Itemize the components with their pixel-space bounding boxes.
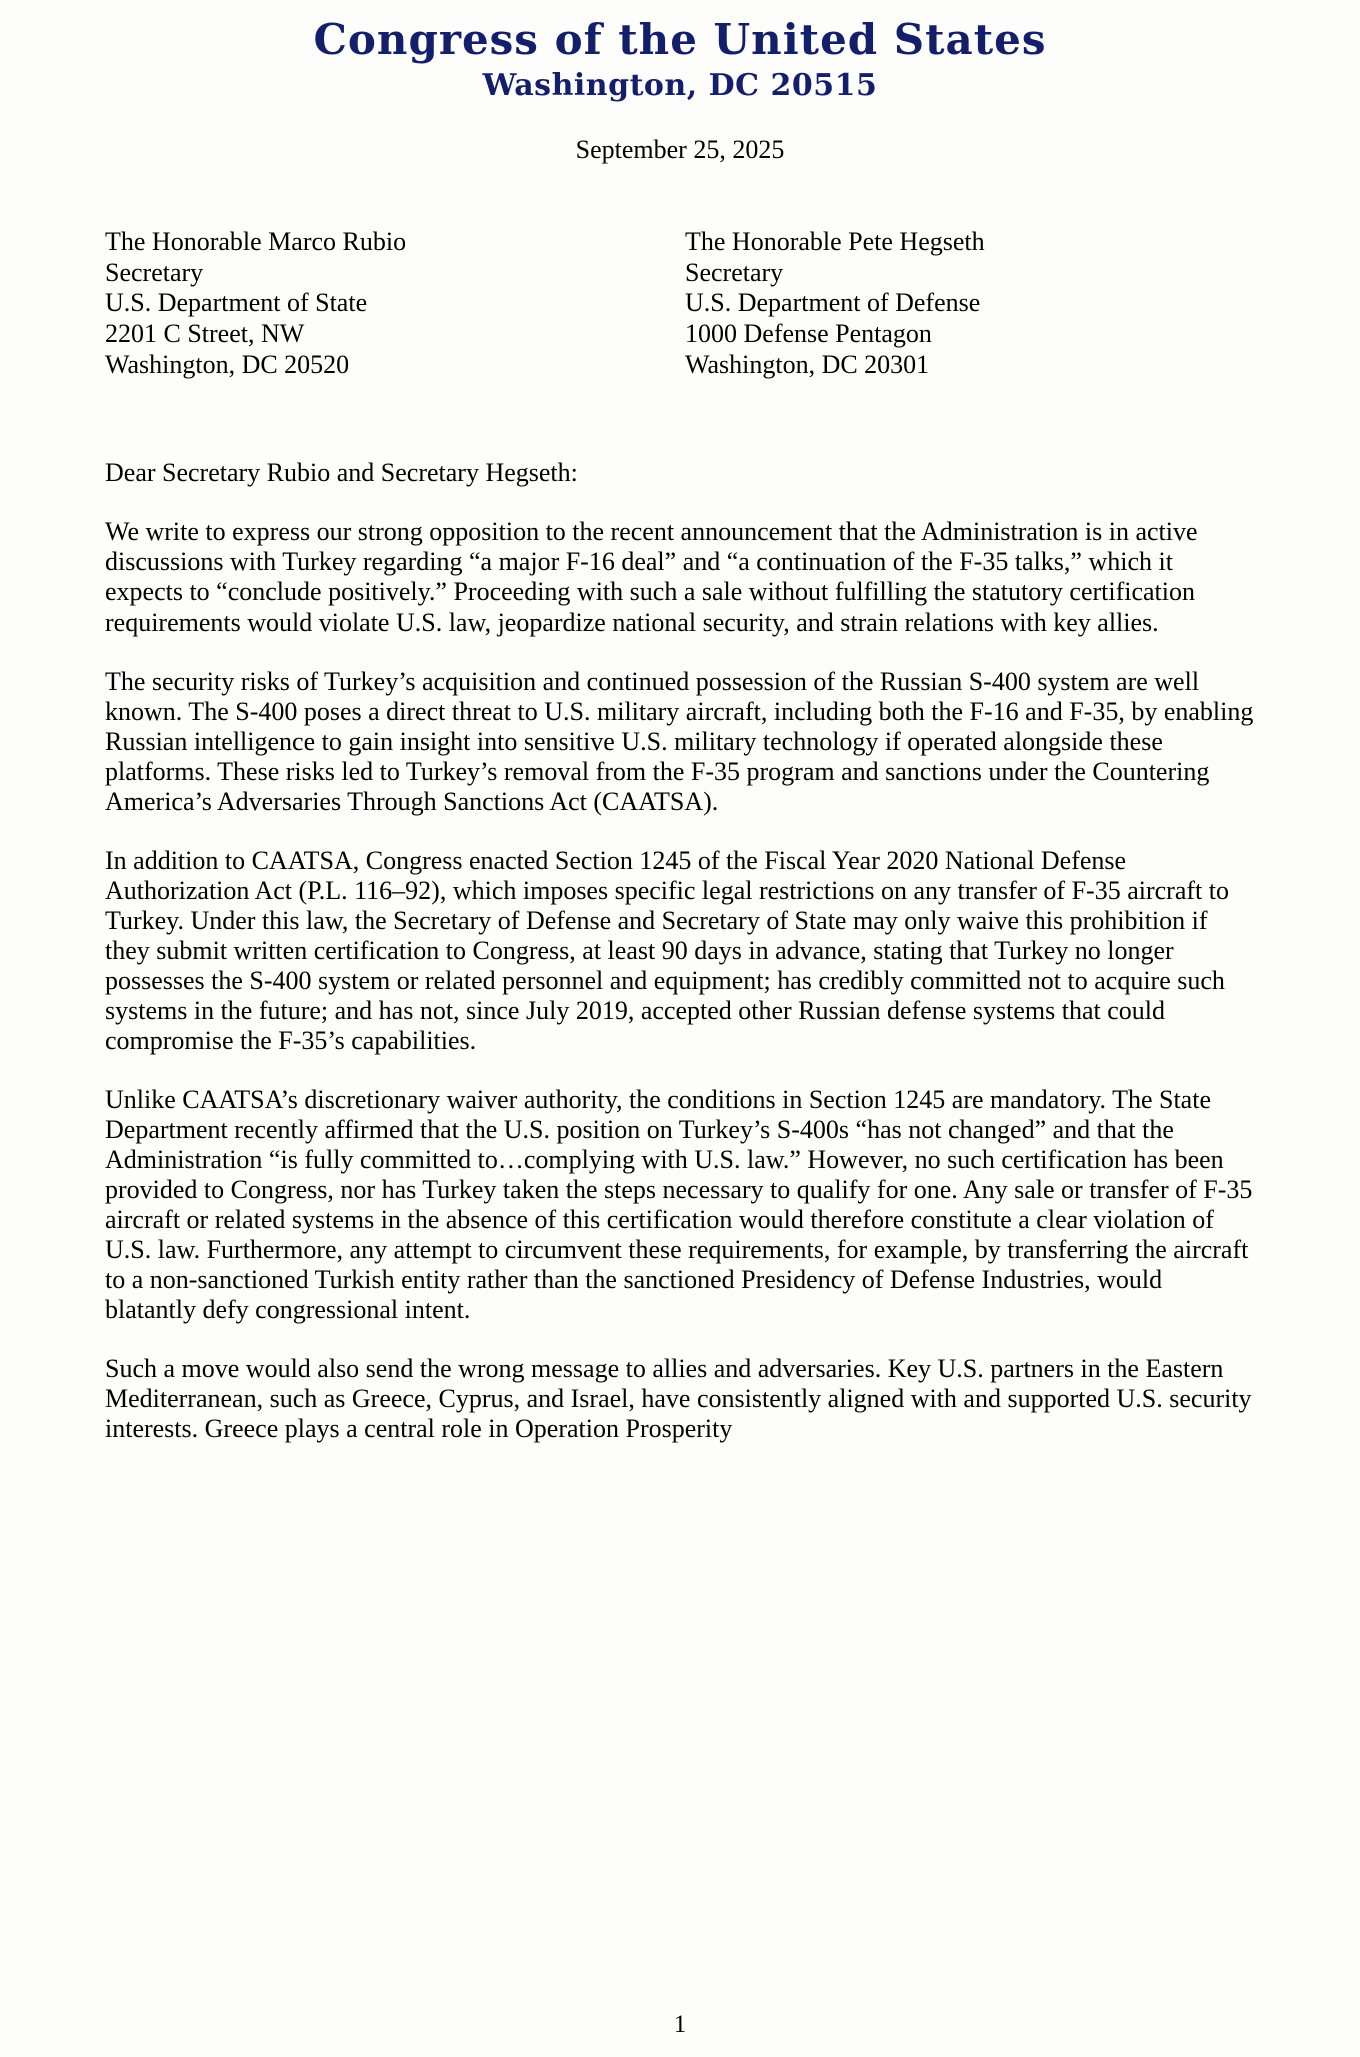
body-paragraph: In addition to CAATSA, Congress enacted Section 1245 of the Fiscal Year 2020 National Defense Authorization Act (P.L. 116–92), which imposes specific legal restrictions on any transfer of F-35 aircraft to Turkey. Under this law, the Secretary of Defense and Secretary of State may only waive this prohibition if they submit written certification to Congress, at least 90 days in advance, stating that Turkey no longer possesses the S-400 system or related personnel and equipment; has credibly committed not to acquire such systems in the future; and has not, since July 2019, accepted other Russian defense systems that could compromise the F-35’s capabilities. [105,845,1229,1055]
body-paragraph: The security risks of Turkey’s acquisition and continued possession of the Russian S-400 system are well known. The S-400 poses a direct threat to U.S. military aircraft, including both the F-16 and F-35, by enabling Russian intelligence to gain insight into sensitive U.S. military technology if operated alongside these platforms. These risks led to Turkey’s removal from the F-35 program and sanctions under the Countering America’s Adversaries Through Sanctions Act (CAATSA). [105,666,1254,816]
letterhead [105,15,1255,104]
body-paragraph: Such a move would also send the wrong message to allies and adversaries. Key U.S. partners in the Eastern Mediterranean, such as Greece, Cyprus, and Israel, have consistently aligned with and supported U.S. security interests. Greece plays a central role in Operation Prosperity [105,1353,1252,1443]
letterhead-subtitle: Washington, DC 20515 [482,68,878,104]
body-paragraph: We write to express our strong opposition to the recent announcement that the Administration is in active discussions with Turkey regarding “a major F-16 deal” and “a continuation of the F-35 talks,” which it expects to “conclude positively.” Proceeding with such a sale without fulfilling the statutory certification requirements would violate U.S. law, jeopardize national security, and strain relations with key allies. [105,517,1198,637]
recipient-address-2 [675,227,1255,380]
address-line: U.S. Department of State [105,288,368,318]
address-line: The Honorable Pete Hegseth [685,227,985,257]
address-line: Washington, DC 20301 [685,349,930,379]
recipient-address-1 [105,227,675,380]
address-line: 1000 Defense Pentagon [685,319,932,349]
address-line: The Honorable Marco Rubio [105,227,407,257]
letterhead-title: Congress of the United States [313,15,1047,64]
body-paragraph: Unlike CAATSA’s discretionary waiver authority, the conditions in Section 1245 are mandatory. The State Department recently affirmed that the U.S. position on Turkey’s S-400s “has not changed” and that the Administration “is fully committed to…complying with U.S. law.” However, no such certification has been provided to Congress, nor has Turkey taken the steps necessary to qualify for one. Any sale or transfer of F-35 aircraft or related systems in the absence of this certification would therefore constitute a clear violation of U.S. law. Furthermore, any attempt to circumvent these requirements, for example, by transferring the aircraft to a non-sanctioned Turkish entity rather than the sanctioned Presidency of Defense Industries, would blatantly defy congressional intent. [105,1084,1253,1324]
salutation: Dear Secretary Rubio and Secretary Hegseth: [105,458,578,488]
address-line: U.S. Department of Defense [685,288,981,318]
address-line: Washington, DC 20520 [105,349,350,379]
address-line: 2201 C Street, NW [105,319,305,349]
letter-date: September 25, 2025 [575,135,785,165]
address-line: Secretary [685,257,784,287]
recipient-block [105,227,1255,380]
page-number: 1 [673,2011,687,2038]
address-line: Secretary [105,257,204,287]
